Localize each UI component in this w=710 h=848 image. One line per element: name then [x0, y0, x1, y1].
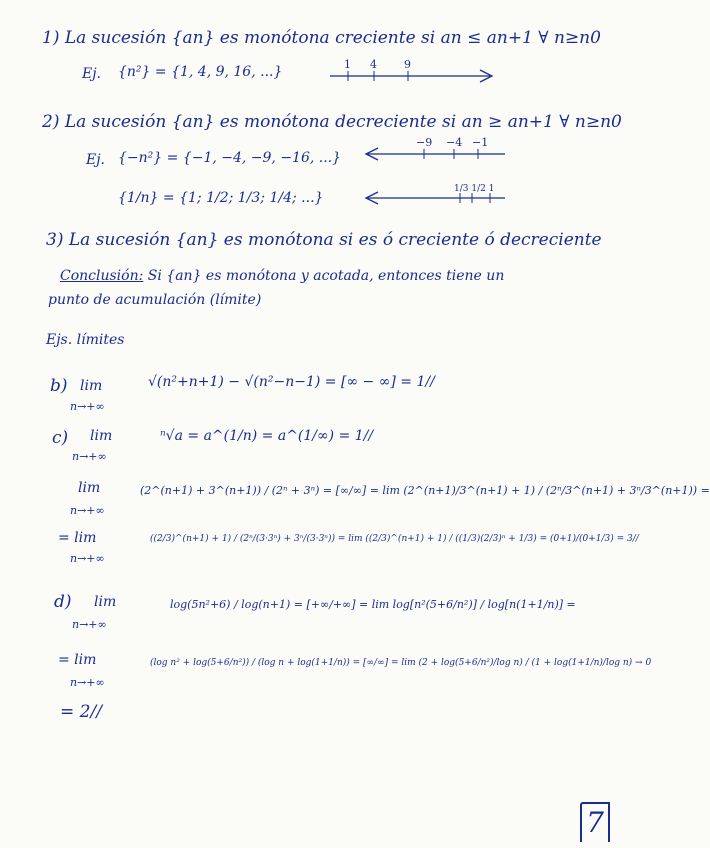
ex-d-sub: n→+∞: [72, 618, 107, 631]
item-1-example: {n²} = {1, 4, 9, 16, ...}: [118, 64, 283, 80]
ex-c-line3-lim: = lim: [58, 530, 97, 546]
ex-d-expression: log(5n²+6) / log(n+1) = [+∞/+∞] = lim log[n²(5+6/n²)] / log[n(1+1/n)] =: [170, 598, 576, 611]
conclusion-line-2: punto de acumulación (límite): [48, 292, 262, 308]
ex-d-line2-sub: n→+∞: [70, 676, 105, 689]
nl1-tick-9: 9: [404, 58, 411, 71]
conclusion-line-1: Si {an} es monótona y acotada, entonces tiene un: [147, 268, 505, 284]
ex-b-expression: √(n²+n+1) − √(n²−n−1) = [∞ − ∞] = 1//: [148, 374, 435, 390]
ex-b-sub: n→+∞: [70, 400, 105, 413]
number-line-1: [330, 56, 500, 86]
ex-c-line2-sub: n→+∞: [70, 504, 105, 517]
ex-d-result: = 2//: [60, 702, 102, 722]
ex-d-line2-lim: = lim: [58, 652, 97, 668]
conclusion-label: Conclusión:: [60, 268, 144, 284]
svg-text:1/3 1/2 1: 1/3 1/2 1: [454, 184, 495, 194]
ex-c-line3-sub: n→+∞: [70, 552, 105, 565]
ex-d-line2-expression: (log n² + log(5+6/n²)) / (log n + log(1+1/n)) = [∞/∞] = lim (2 + log(5+6/n²)/log n) / (1 + log(1+1/n)/log n) → 0: [150, 658, 652, 668]
limits-heading: Ejs. límites: [46, 332, 125, 348]
svg-text:−1: −1: [472, 136, 489, 149]
ex-b-lim: lim: [80, 378, 103, 394]
number-line-2a: [360, 134, 510, 164]
nl1-tick-4: 4: [370, 58, 377, 71]
item-2-example-b: {1/n} = {1; 1/2; 1/3; 1/4; ...}: [118, 190, 324, 206]
item-1-definition: 1) La sucesión {an} es monótona creciente si an ≤ an+1 ∀ n≥n0: [42, 28, 601, 48]
ex-b-label: b): [50, 376, 68, 396]
ex-d-label: d): [54, 592, 72, 612]
ex-d-lim: lim: [94, 594, 117, 610]
ex-c-label: c): [52, 428, 69, 448]
ex-c-line2-expression: (2^(n+1) + 3^(n+1)) / (2ⁿ + 3ⁿ) = [∞/∞] = lim (2^(n+1)/3^(n+1) + 1) / (2ⁿ/3^(n+1) + 3ⁿ/3^(n+1)) =: [140, 484, 710, 497]
nl1-tick-1: 1: [344, 58, 351, 71]
ex-c-line3-expression: ((2/3)^(n+1) + 1) / (2ⁿ/(3·3ⁿ) + 3ⁿ/(3·3ⁿ)) = lim ((2/3)^(n+1) + 1) / ((1/3)(2/3)ⁿ + 1/3) = (0+1)/(0+1/3) = 3//: [150, 534, 639, 544]
number-line-2b: [360, 178, 510, 208]
svg-text:−9: −9: [416, 136, 433, 149]
item-3-definition: 3) La sucesión {an} es monótona si es ó creciente ó decreciente: [46, 230, 602, 250]
ex-c-expression: ⁿ√a = a^(1/n) = a^(1/∞) = 1//: [160, 428, 374, 444]
item-2-example-a: {−n²} = {−1, −4, −9, −16, ...}: [118, 150, 342, 166]
page-number: 7: [580, 802, 610, 842]
ex-c-lim: lim: [90, 428, 113, 444]
item-2-example-label: Ej.: [86, 152, 106, 168]
svg-text:−4: −4: [446, 136, 463, 149]
item-2-definition: 2) La sucesión {an} es monótona decreciente si an ≥ an+1 ∀ n≥n0: [42, 112, 622, 132]
ex-c-sub: n→+∞: [72, 450, 107, 463]
ex-c-line2-lim: lim: [78, 480, 101, 496]
item-1-example-label: Ej.: [82, 66, 102, 82]
